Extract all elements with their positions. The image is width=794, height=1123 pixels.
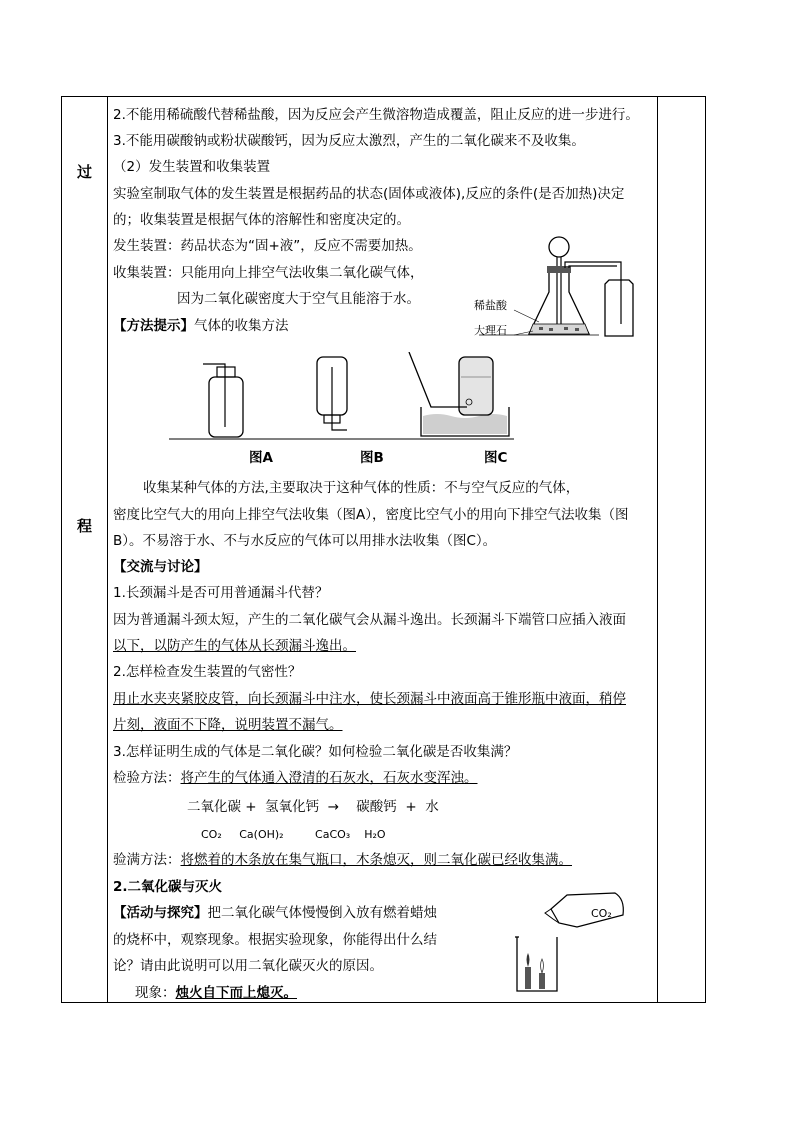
- text-span: 把二氧化碳气体慢慢倒入放有燃着蜡烛: [207, 905, 437, 921]
- answer-span: 将燃着的木条放在集气瓶口，木条熄灭，则二氧化碳已经收集满。: [180, 852, 572, 868]
- text-line: 论？请由此说明可以用二氧化碳灭火的原因。: [113, 958, 383, 974]
- answer-line: 以下，以防产生的气体从长颈漏斗逸出。: [113, 638, 356, 654]
- text-line: [135, 984, 297, 1002]
- lesson-table: [61, 96, 706, 1003]
- text-line: 实验室制取气体的发生装置是根据药品的状态(固体或液体),反应的条件(是否加热)决定: [113, 186, 625, 202]
- text-line: 密度比空气大的用向上排空气法收集（图A），密度比空气小的用向下排空气法收集（图: [113, 507, 629, 523]
- text-line: [113, 904, 437, 922]
- word-equation: 二氧化碳 + 氢氧化钙 → 碳酸钙 + 水: [187, 799, 439, 815]
- answer-line: 用止水夹夹紧胶皮管，向长颈漏斗中注水，使长颈漏斗中液面高于锥形瓶中液面，稍停: [113, 691, 626, 707]
- content-cell: [109, 97, 657, 1002]
- text-span: 气体的收集方法: [194, 318, 289, 334]
- gas-collection-figures: [169, 352, 514, 442]
- question: 3.怎样证明生成的气体是二氧化碳？如何检验二氧化碳是否收集满？: [113, 744, 518, 760]
- text-span: 检验方法：: [113, 770, 181, 786]
- text-line: （2）发生装置和收集装置: [113, 159, 271, 175]
- answer-line: 片刻，液面不下降，说明装置不漏气。: [113, 717, 343, 733]
- label-co2: CO₂: [591, 907, 612, 920]
- formula-equation: CO₂ Ca(OH)₂ CaCO₃ H₂O: [201, 828, 386, 841]
- text-line: [113, 317, 289, 335]
- text-span: 验满方法：: [113, 852, 181, 868]
- text-line: 2.不能用稀硫酸代替稀盐酸，因为反应会产生微溶物造成覆盖，阻止反应的进一步进行。: [113, 107, 639, 123]
- section-heading: 【方法提示】: [113, 318, 194, 334]
- text-line: 的；收集装置是根据气体的溶解性和密度决定的。: [113, 212, 410, 228]
- text-line: B）。不易溶于水、不与水反应的气体可以用排水法收集（图C）。: [113, 533, 497, 549]
- label-marble: 大理石: [474, 324, 507, 337]
- caption-fig-a: 图A: [249, 450, 273, 466]
- section-heading: 【活动与探究】: [113, 905, 208, 921]
- co2-pouring-beaker-apparatus: [507, 887, 627, 997]
- text-span: 现象：: [135, 985, 176, 1001]
- caption-fig-b: 图B: [360, 450, 384, 466]
- question: 1.长颈漏斗是否可用普通漏斗代替？: [113, 585, 329, 601]
- text-line: 的烧杯中，观察现象。根据实验现象，你能得出什么结: [113, 932, 437, 948]
- column-divider-right: [657, 97, 658, 1002]
- question: 2.怎样检查发生装置的气密性？: [113, 664, 302, 680]
- figure-b-downward-air: [317, 357, 347, 430]
- figure-c-water-displacement: [409, 352, 509, 436]
- text-line: [113, 769, 478, 787]
- text-line: 3.不能用碳酸钠或粉状碳酸钙，因为反应太激烈，产生的二氧化碳来不及收集。: [113, 133, 585, 149]
- text-line: 发生装置：药品状态为“固+液”，反应不需要加热。: [113, 238, 422, 254]
- section-heading: 【交流与讨论】: [113, 559, 208, 575]
- label-dilute-hcl: 稀盐酸: [474, 299, 507, 312]
- text-line: 因为普通漏斗颈太短，产生的二氧化碳气会从漏斗逸出。长颈漏斗下端管口应插入液面: [113, 612, 626, 628]
- text-line: 因为二氧化碳密度大于空气且能溶于水。: [177, 291, 420, 307]
- answer-span: 烛火自下而上熄灭。: [175, 985, 297, 1001]
- text-line: 收集某种气体的方法,主要取决于这种气体的性质：不与空气反应的气体，: [143, 480, 580, 496]
- text-line: 收集装置：只能用向上排空气法收集二氧化碳气体，: [113, 265, 424, 281]
- caption-fig-c: 图C: [484, 450, 508, 466]
- side-label-guo: 过: [76, 163, 92, 181]
- column-divider-left: [107, 97, 108, 1002]
- text-line: [113, 851, 572, 869]
- figure-a-upward-air: [203, 364, 243, 437]
- section-heading: 2.二氧化碳与灭火: [113, 879, 223, 895]
- answer-span: 将产生的气体通入澄清的石灰水，石灰水变浑浊。: [180, 770, 478, 786]
- side-label-cheng: 程: [76, 517, 92, 535]
